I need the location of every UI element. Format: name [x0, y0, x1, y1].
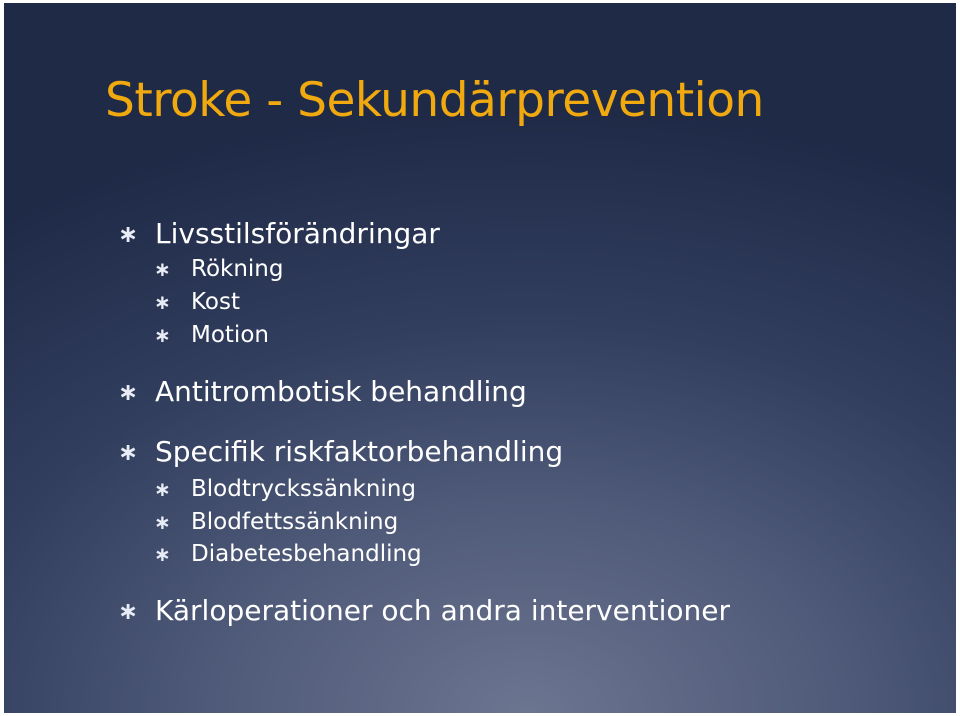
bullet-asterisk-icon: ∗ [118, 438, 139, 466]
slide [4, 3, 956, 713]
bullet-livsstilsforandringar [118, 217, 440, 251]
bullet-text: Blodtryckssänkning [191, 476, 416, 502]
bullet-text: Livsstilsförändringar [155, 217, 440, 250]
subbullet-motion [154, 321, 269, 349]
bullet-text: Antitrombotisk behandling [155, 375, 527, 408]
bullet-riskfaktor [118, 435, 563, 469]
bullet-asterisk-icon: ∗ [154, 510, 171, 534]
bullet-asterisk-icon: ∗ [154, 477, 171, 501]
bullet-asterisk-icon: ∗ [154, 257, 171, 281]
bullet-asterisk-icon: ∗ [118, 378, 139, 406]
bullet-asterisk-icon: ∗ [118, 220, 139, 248]
subbullet-rokning [154, 255, 283, 283]
bullet-asterisk-icon: ∗ [154, 290, 171, 314]
bullet-asterisk-icon: ∗ [154, 542, 171, 566]
subbullet-diabetes [154, 540, 422, 568]
bullet-text: Kärloperationer och andra interventioner [155, 594, 730, 627]
bullet-asterisk-icon: ∗ [154, 323, 171, 347]
bullet-text: Diabetesbehandling [191, 541, 422, 567]
bullet-text: Motion [191, 322, 269, 348]
subbullet-blodfett [154, 508, 398, 536]
bullet-asterisk-icon: ∗ [118, 597, 139, 625]
slide-title: Stroke - Sekundärprevention [105, 73, 764, 128]
subbullet-blodtryck [154, 475, 416, 503]
bullet-text: Kost [191, 289, 241, 315]
subbullet-kost [154, 288, 240, 316]
bullet-karloperationer [118, 594, 730, 628]
bullet-text: Blodfettssänkning [191, 509, 399, 535]
bullet-text: Specifik riskfaktorbehandling [155, 435, 564, 468]
bullet-antitrombotisk [118, 375, 527, 409]
bullet-text: Rökning [191, 256, 284, 282]
